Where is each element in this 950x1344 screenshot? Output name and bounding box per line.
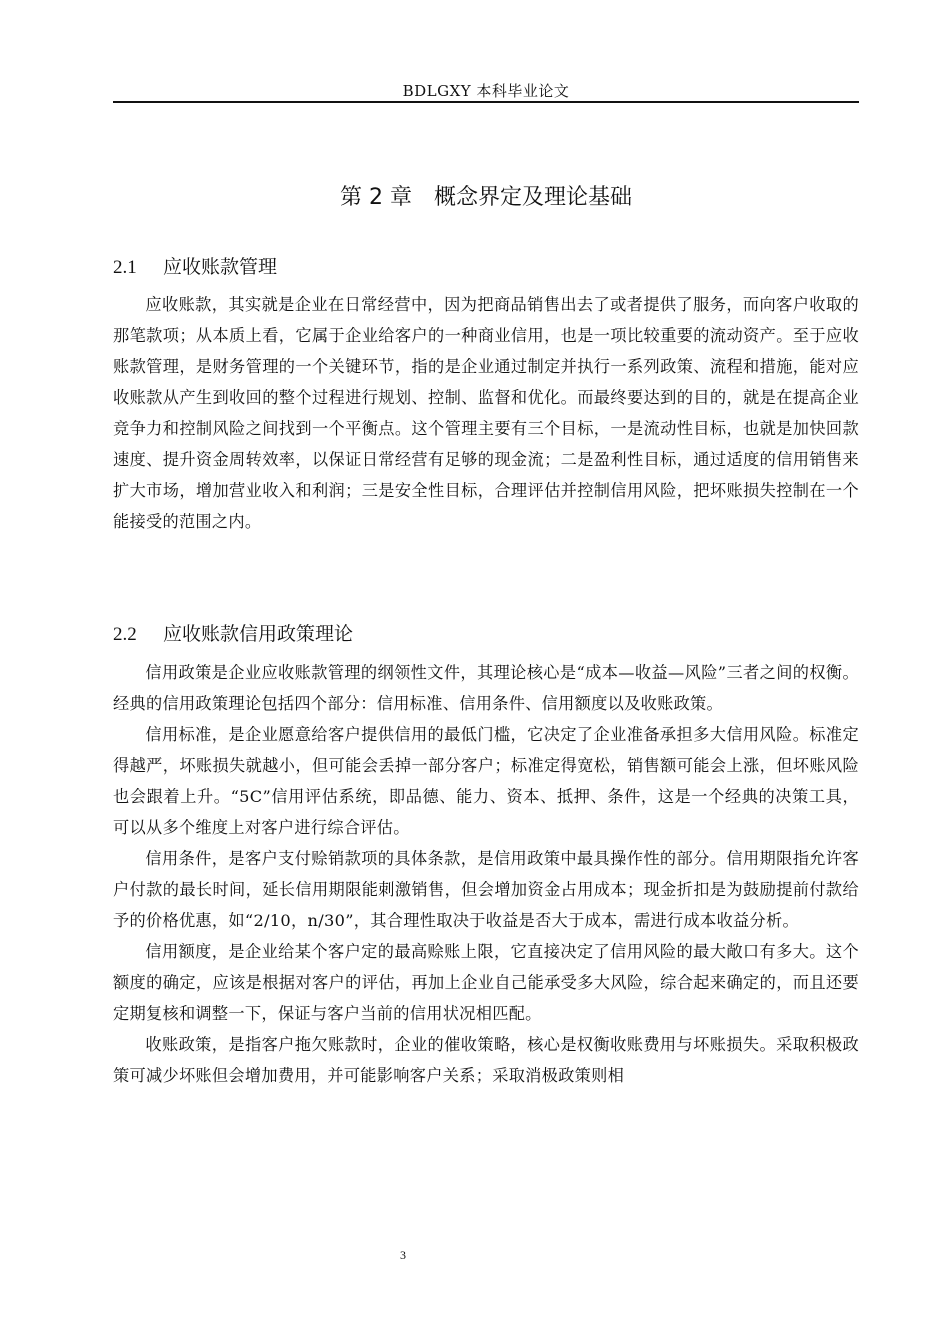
section-2-2-body: [113, 657, 859, 1091]
paragraph: 收账政策，是指客户拖欠账款时，企业的催收策略，核心是权衡收账费用与坏账损失。采取积极政策可减少坏账但会增加费用，并可能影响客户关系；采取消极政策则相: [113, 1035, 859, 1085]
section-number: 2.2: [113, 624, 137, 645]
section-heading-2-1: [113, 252, 859, 279]
paragraph: 信用条件，是客户支付赊销款项的具体条款，是信用政策中最具操作性的部分。信用期限指允许客户付款的最长时间，延长信用期限能刺激销售，但会增加资金占用成本；现金折扣是为鼓励提前付款给予的价格优惠，如“2/10，n/30”，其合理性取决于收益是否大于成本，需进行成本收益分析。: [113, 849, 859, 930]
section-heading-2-2: [113, 619, 859, 646]
page-number: 3: [400, 1248, 406, 1262]
paragraph: 信用标准，是企业愿意给客户提供信用的最低门槛，它决定了企业准备承担多大信用风险。标准定得越严，坏账损失就越小，但可能会丢掉一部分客户；标准定得宽松，销售额可能会上涨，但坏账风险也会跟着上升。“5C”信用评估系统，即品德、能力、资本、抵押、条件，这是一个经典的决策工具，可以从多个维度上对客户进行综合评估。: [113, 725, 859, 837]
section-number: 2.1: [113, 257, 137, 278]
running-header: BDLGXY 本科毕业论文: [402, 82, 570, 100]
chapter-title: 概念界定及理论基础: [433, 185, 632, 210]
paragraph: 应收账款，其实就是企业在日常经营中，因为把商品销售出去了或者提供了服务，而向客户收取的那笔款项；从本质上看，它属于企业给客户的一种商业信用，也是一项比较重要的流动资产。至于应收账款管理，是财务管理的一个关键环节，指的是企业通过制定并执行一系列政策、流程和措施，能对应收账款从产生到收回的整个过程进行规划、控制、监督和优化。而最终要达到的目的，就是在提高企业竞争力和控制风险之间找到一个平衡点。这个管理主要有三个目标，一是流动性目标，也就是加快回款速度、提升资金周转效率，以保证日常经营有足够的现金流；二是盈利性目标，通过适度的信用销售来扩大市场，增加营业收入和利润；三是安全性目标，合理评估并控制信用风险，把坏账损失控制在一个能接受的范围之内。: [113, 295, 859, 531]
paragraph: 信用政策是企业应收账款管理的纲领性文件，其理论核心是“成本—收益—风险”三者之间的权衡。经典的信用政策理论包括四个部分：信用标准、信用条件、信用额度以及收账政策。: [113, 663, 859, 713]
chapter-heading: [113, 180, 859, 211]
paragraph: 信用额度，是企业给某个客户定的最高赊账上限，它直接决定了信用风险的最大敞口有多大。这个额度的确定，应该是根据对客户的评估，再加上企业自己能承受多大风险，综合起来确定的，而且还要定期复核和调整一下，保证与客户当前的信用状况相匹配。: [113, 942, 859, 1023]
section-title: 应收账款信用政策理论: [163, 623, 354, 645]
chapter-label: 第 2 章: [340, 185, 412, 210]
section-title: 应收账款管理: [163, 256, 278, 278]
header-rule: [113, 101, 859, 103]
section-2-1-body: [113, 289, 859, 537]
